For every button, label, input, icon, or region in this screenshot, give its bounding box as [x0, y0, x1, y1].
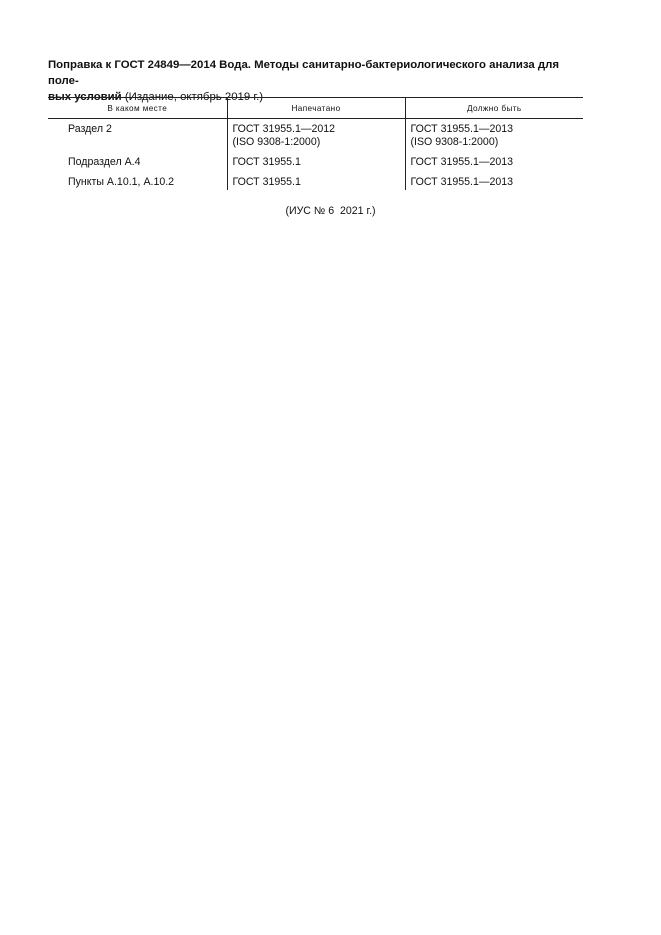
cell-printed: ГОСТ 31955.1: [227, 153, 405, 174]
correction-table: [48, 97, 583, 190]
cell-should-be: ГОСТ 31955.1—2013: [405, 153, 583, 174]
title-edition-note: (Издание, октябрь 2019 г.): [121, 91, 264, 103]
cell-should-be-line: (ISO 9308-1:2000): [410, 136, 499, 148]
header-place: В каком месте: [48, 98, 227, 119]
cell-should-be: ГОСТ 31955.1—2013: [405, 174, 583, 190]
cell-printed-line: (ISO 9308-1:2000): [232, 136, 321, 148]
title-bold-line2: вых условий: [48, 91, 122, 103]
header-should-be: Должно быть: [405, 98, 583, 119]
cell-printed: ГОСТ 31955.1: [227, 174, 405, 190]
source-reference: (ИУС № 6 2021 г.): [285, 205, 376, 217]
cell-place: Пункты А.10.1, А.10.2: [68, 176, 175, 188]
table-row: [48, 119, 583, 154]
cell-place: Раздел 2: [68, 123, 112, 135]
title-bold-line1: Поправка к ГОСТ 24849—2014 Вода. Методы санитарно-бактериологического анализа для поле-: [48, 59, 560, 87]
table-row: [48, 153, 583, 174]
cell-place: Подраздел А.4: [68, 156, 141, 168]
header-printed: Напечатано: [227, 98, 405, 119]
cell-printed: [227, 119, 405, 154]
cell-printed-line: ГОСТ 31955.1—2012: [232, 123, 336, 135]
cell-should-be-line: ГОСТ 31955.1—2013: [410, 123, 514, 135]
cell-should-be: [405, 119, 583, 154]
table-row: [48, 174, 583, 190]
table-header-row: [48, 98, 583, 119]
